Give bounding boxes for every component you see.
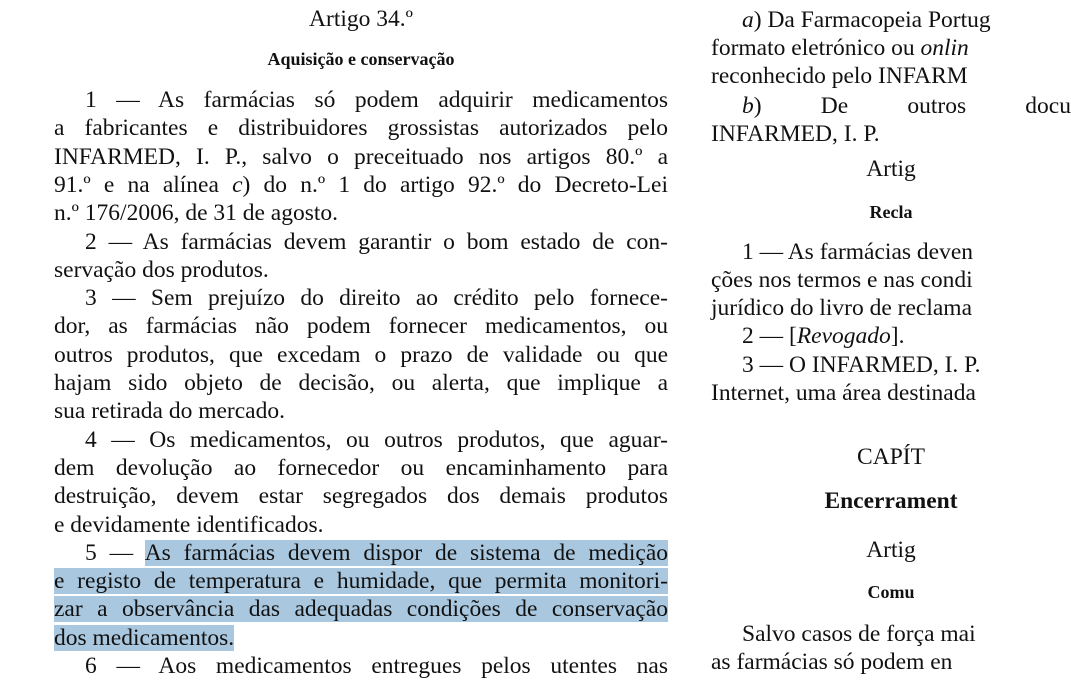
- text-line: [711, 443, 1071, 471]
- text-span: Comu: [867, 582, 915, 602]
- text-span: Internet, uma área destinada: [711, 380, 976, 406]
- article-title: Artigo 34.º: [309, 6, 413, 32]
- text-span: ) De outros docu: [753, 93, 1071, 119]
- text-line: [54, 511, 668, 539]
- text-line: [711, 294, 1071, 322]
- text-line: [711, 648, 1071, 676]
- text-line: [54, 228, 668, 256]
- text-span: Recla: [869, 202, 913, 222]
- highlighted-text: zar a observância das adequadas condições de conservação: [54, 596, 668, 623]
- text-line: [711, 620, 1071, 648]
- text-span: 2 — As farmácias devem garantir o bom estado de con-: [85, 228, 668, 255]
- text-span: ) Da Farmacopeia Portug: [753, 7, 991, 33]
- text-line: [711, 198, 1071, 226]
- text-line: [711, 6, 1071, 34]
- text-line: [54, 397, 668, 425]
- text-span: formato eletrónico ou: [711, 35, 921, 61]
- text-line: [54, 624, 668, 652]
- text-span: 6 — Aos medicamentos entregues pelos utentes nas: [85, 653, 668, 679]
- italic-text: c: [232, 171, 243, 198]
- text-span: sua retirada do mercado.: [54, 398, 285, 425]
- text-span: e devidamente identificados.: [54, 511, 324, 538]
- text-line: [711, 487, 1071, 515]
- highlighted-text: e registo de temperatura e humidade, que permita monitori-: [54, 568, 668, 595]
- text-span: hajam sido objeto de decisão, ou alerta, que implique a: [54, 370, 668, 396]
- text-span: CAPÍT: [857, 444, 925, 470]
- highlighted-text: As farmácias devem dispor de sistema de medição: [144, 539, 668, 566]
- text-span: 2 — [: [742, 323, 797, 349]
- text-line: [711, 322, 1071, 350]
- text-span: ) do n.º 1 do artigo 92.º do Decreto-Lei: [242, 171, 668, 198]
- highlighted-text: dos medicamentos.: [54, 624, 235, 651]
- text-line: [711, 92, 1071, 120]
- text-line: [54, 482, 668, 510]
- text-line: [54, 652, 668, 680]
- italic-text: Revogado: [796, 323, 891, 349]
- text-line: [54, 199, 668, 227]
- text-line: [54, 567, 668, 595]
- text-line: [711, 62, 1071, 90]
- text-line: [54, 312, 668, 340]
- text-span: 3 — O INFARMED, I. P.: [742, 352, 981, 378]
- text-span: ções nos termos e nas condi: [711, 267, 973, 293]
- text-line: [54, 539, 668, 567]
- text-line: [54, 341, 668, 369]
- text-line: [711, 238, 1071, 266]
- text-span: 1 — As farmácias deven: [742, 239, 974, 265]
- text-line: [711, 351, 1071, 379]
- text-line: [711, 120, 1071, 148]
- text-span: Artig: [866, 156, 916, 182]
- text-span: 1 — As farmácias só podem adquirir medicamentos: [85, 87, 668, 113]
- text-line: [54, 595, 668, 623]
- text-line: [711, 266, 1071, 294]
- italic-text: a: [742, 7, 754, 33]
- text-span: dor, as farmácias não podem fornecer medicamentos, ou: [54, 313, 668, 340]
- text-span: outros produtos, que excedam o prazo de validade ou que: [54, 341, 668, 368]
- text-span: Artig: [866, 537, 916, 563]
- text-line: [54, 369, 668, 397]
- italic-text: b: [742, 93, 754, 119]
- text-span: a fabricantes e distribuidores grossistas autorizados pelo: [54, 115, 668, 142]
- text-span: 3 — Sem prejuízo do direito ao crédito pelo fornece-: [85, 285, 668, 312]
- text-line: [54, 114, 668, 142]
- text-span: 5 —: [85, 539, 145, 566]
- text-span: 4 — Os medicamentos, ou outros produtos, que aguar-: [85, 426, 668, 453]
- text-span: Encerrament: [824, 488, 958, 514]
- text-line: [54, 454, 668, 482]
- text-span: jurídico do livro de reclama: [711, 295, 973, 321]
- text-span: as farmácias só podem en: [711, 649, 953, 675]
- text-line: [711, 536, 1071, 564]
- text-span: 91.º e na alínea: [54, 171, 233, 198]
- text-line: [54, 171, 668, 199]
- text-span: INFARMED, I. P.: [711, 121, 880, 147]
- text-line: [54, 284, 668, 312]
- text-line: [711, 155, 1071, 183]
- text-span: INFARMED, I. P., salvo o preceituado nos artigos 80.º a: [54, 143, 668, 170]
- article-subtitle: Aquisição e conservação: [267, 49, 455, 69]
- text-line: [711, 379, 1071, 407]
- text-span: n.º 176/2006, de 31 de agosto.: [54, 200, 339, 227]
- italic-text: onlin: [920, 35, 969, 61]
- text-span: dem devolução ao fornecedor ou encaminhamento para: [54, 454, 668, 481]
- text-span: servação dos produtos.: [54, 256, 269, 283]
- text-line: [711, 34, 1071, 62]
- text-line: [54, 426, 668, 454]
- text-line: [54, 86, 668, 114]
- text-line: [54, 143, 668, 171]
- text-line: [54, 256, 668, 284]
- text-span: destruição, devem estar segregados dos demais produtos: [54, 483, 668, 510]
- text-span: reconhecido pelo INFARM: [711, 63, 968, 89]
- text-span: Salvo casos de força mai: [742, 621, 976, 647]
- text-line: [711, 578, 1071, 606]
- text-span: ].: [890, 323, 905, 349]
